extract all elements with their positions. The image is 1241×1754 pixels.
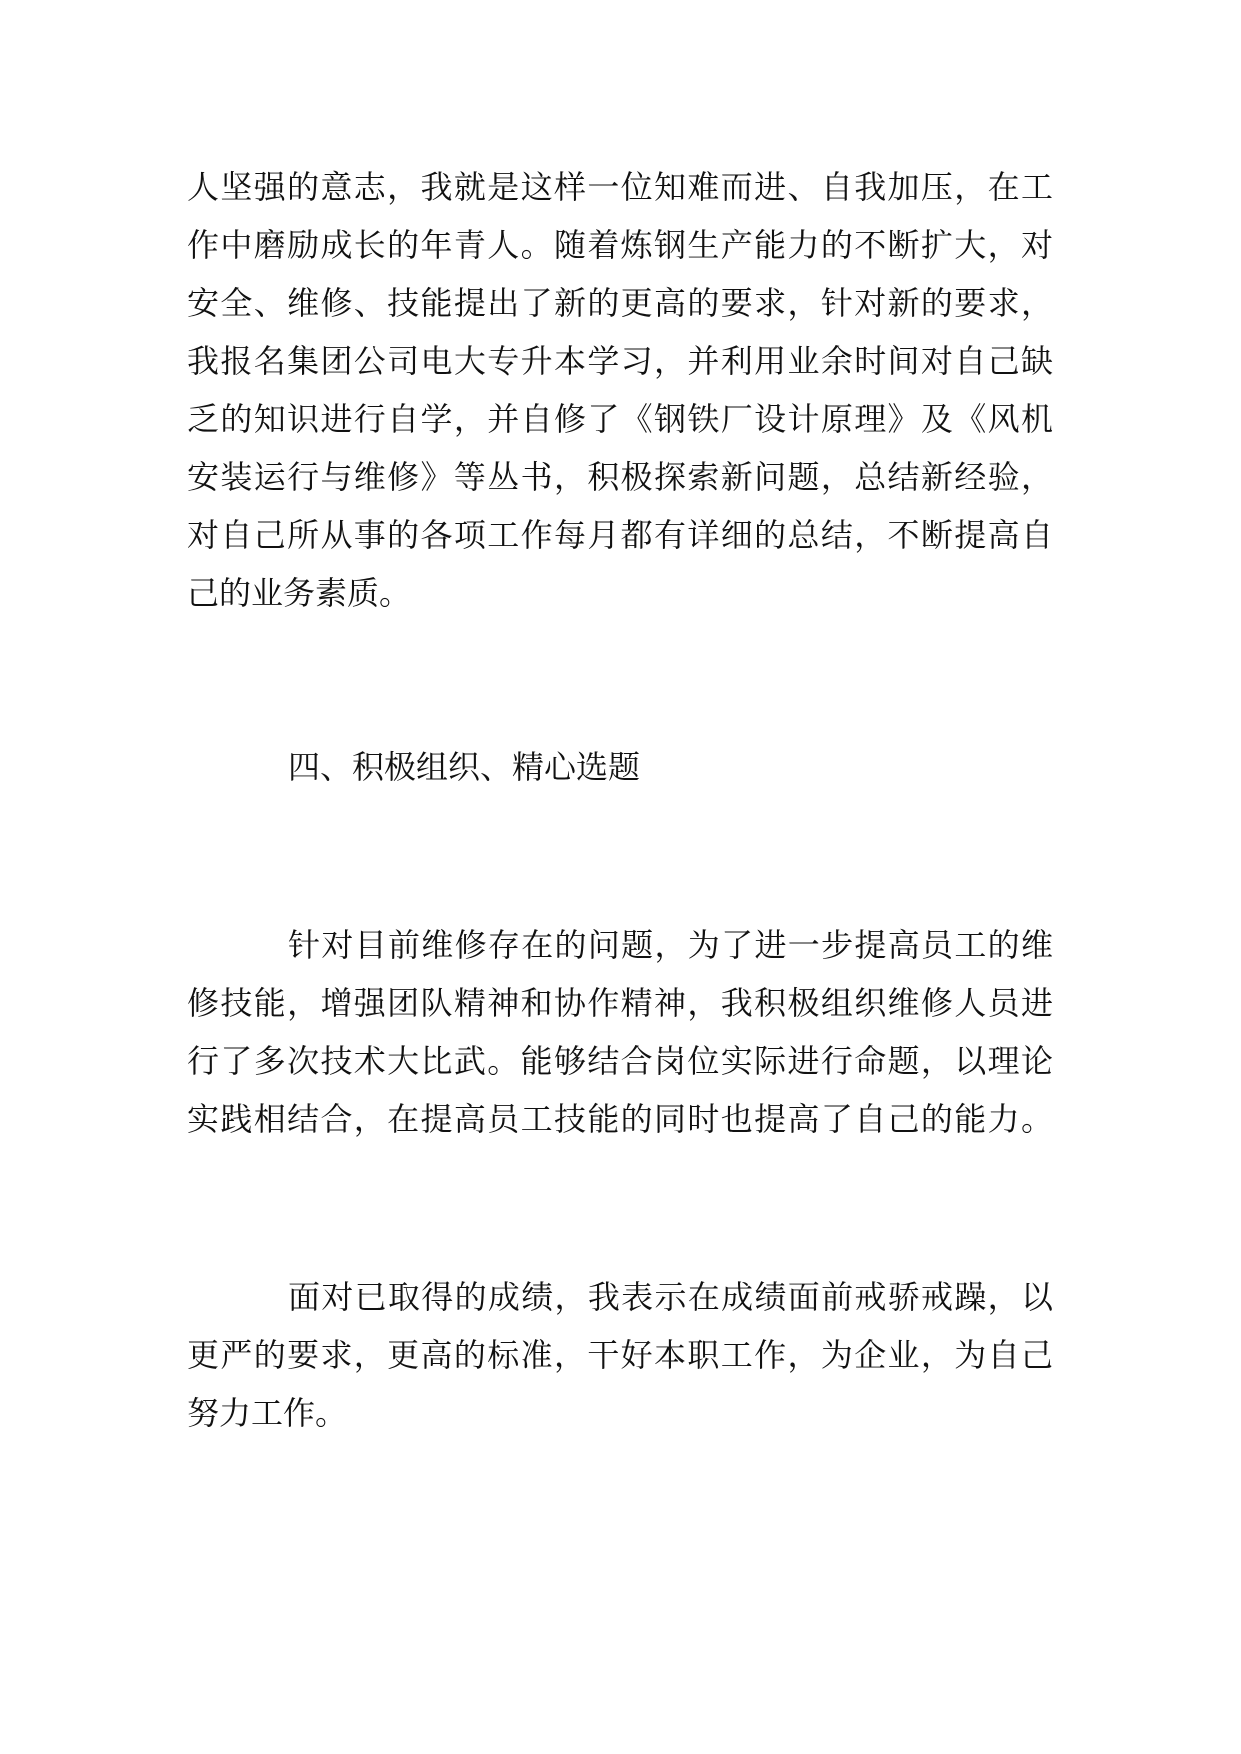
text-line: 安装运行与维修》等丛书，积极探索新问题，总结新经验， — [187, 459, 1053, 495]
section-heading: 四、积极组织、精心选题 — [288, 749, 641, 785]
text-line: 行了多次技术大比武。能够结合岗位实际进行命题，以理论 — [187, 1043, 1053, 1079]
section-heading-block — [187, 738, 1053, 796]
paragraph-1 — [187, 158, 1053, 622]
text-line: 修技能，增强团队精神和协作精神，我积极组织维修人员进 — [187, 985, 1053, 1021]
text-line: 努力工作。 — [187, 1395, 348, 1431]
text-line: 作中磨励成长的年青人。随着炼钢生产能力的不断扩大，对 — [187, 227, 1053, 263]
text-line: 安全、维修、技能提出了新的更高的要求，针对新的要求， — [187, 285, 1053, 321]
text-line: 面对已取得的成绩，我表示在成绩面前戒骄戒躁，以 — [288, 1279, 1053, 1315]
paragraph-2 — [187, 916, 1053, 1148]
text-line: 对自己所从事的各项工作每月都有详细的总结，不断提高自 — [187, 517, 1053, 553]
text-line: 人坚强的意志，我就是这样一位知难而进、自我加压，在工 — [187, 169, 1053, 205]
text-line: 乏的知识进行自学，并自修了《钢铁厂设计原理》及《风机 — [187, 401, 1053, 437]
text-line: 更严的要求，更高的标准，干好本职工作，为企业，为自己 — [187, 1337, 1053, 1373]
paragraph-3 — [187, 1268, 1053, 1442]
text-line: 针对目前维修存在的问题，为了进一步提高员工的维 — [288, 927, 1053, 963]
text-line: 己的业务素质。 — [187, 575, 412, 611]
text-line: 实践相结合，在提高员工技能的同时也提高了自己的能力。 — [187, 1101, 1053, 1137]
document-content — [187, 158, 1053, 1442]
text-line: 我报名集团公司电大专升本学习，并利用业余时间对自己缺 — [187, 343, 1053, 379]
